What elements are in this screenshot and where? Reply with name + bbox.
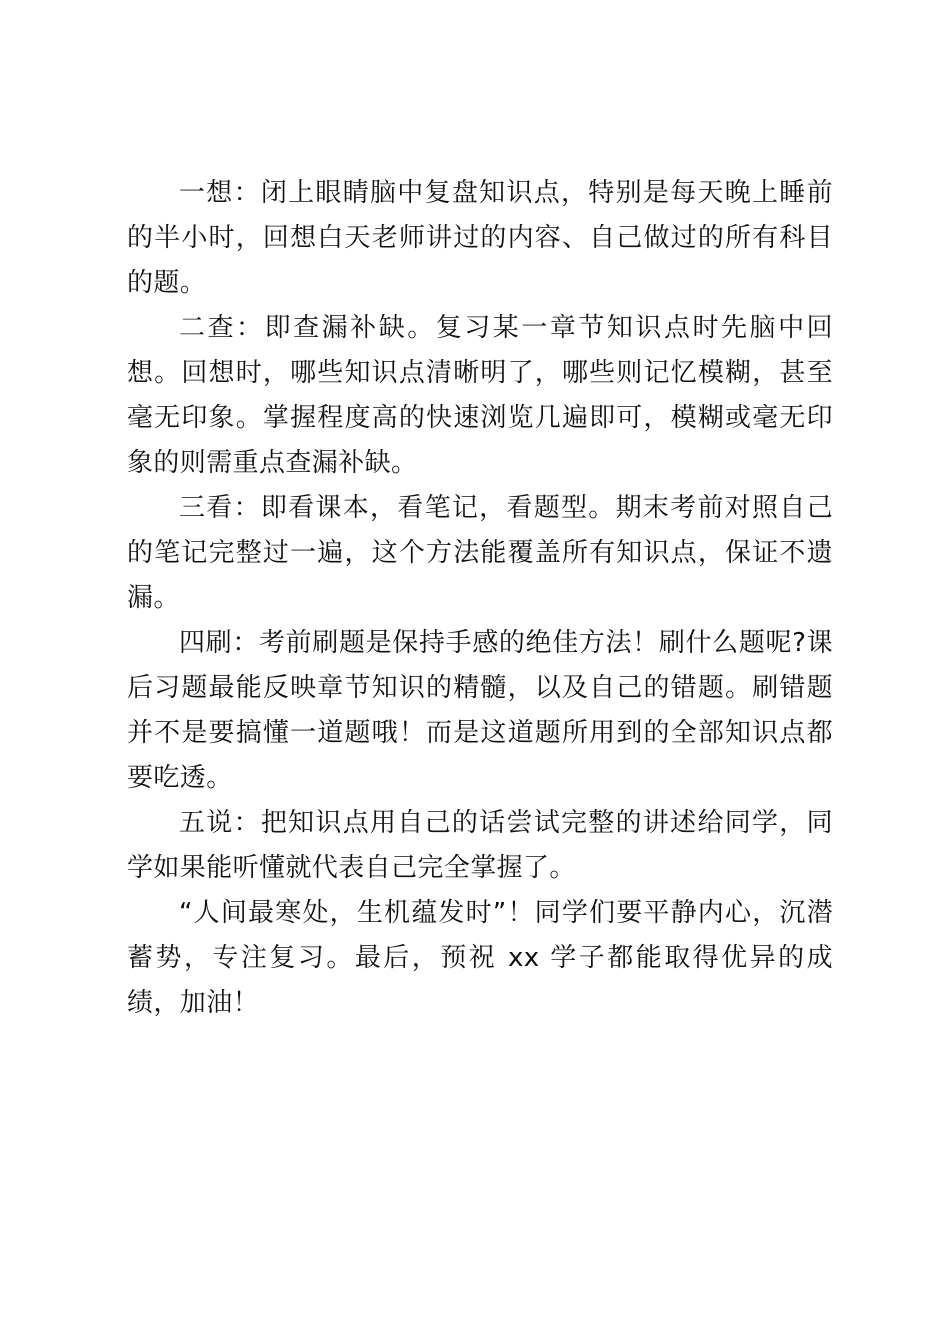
document-body	[127, 171, 833, 1026]
paragraph-ercha: 二查：即查漏补缺。复习某一章节知识点时先脑中回想。回想时，哪些知识点清晰明了，哪些则记忆模糊，甚至毫无印象。掌握程度高的快速浏览几遍即可，模糊或毫无印象的则需重点查漏补缺。	[127, 313, 833, 478]
paragraph-wushuo: 五说：把知识点用自己的话尝试完整的讲述给同学，同学如果能听懂就代表自己完全掌握了。	[127, 808, 833, 883]
paragraph-yixiang: 一想：闭上眼睛脑中复盘知识点，特别是每天晚上睡前的半小时，回想白天老师讲过的内容、自己做过的所有科目的题。	[127, 178, 833, 298]
paragraph-sankan: 三看：即看课本，看笔记，看题型。期末考前对照自己的笔记完整过一遍，这个方法能覆盖所有知识点，保证不遗漏。	[127, 493, 833, 613]
paragraph-closing: “人间最寒处，生机蕴发时”！同学们要平静内心，沉潜蓄势，专注复习。最后，预祝 xx 学子都能取得优异的成绩，加油！	[127, 898, 833, 1018]
paragraph-sishua: 四刷：考前刷题是保持手感的绝佳方法！刷什么题呢?课后习题最能反映章节知识的精髓，以及自己的错题。刷错题并不是要搞懂一道题哦！而是这道题所用到的全部知识点都要吃透。	[127, 628, 833, 793]
